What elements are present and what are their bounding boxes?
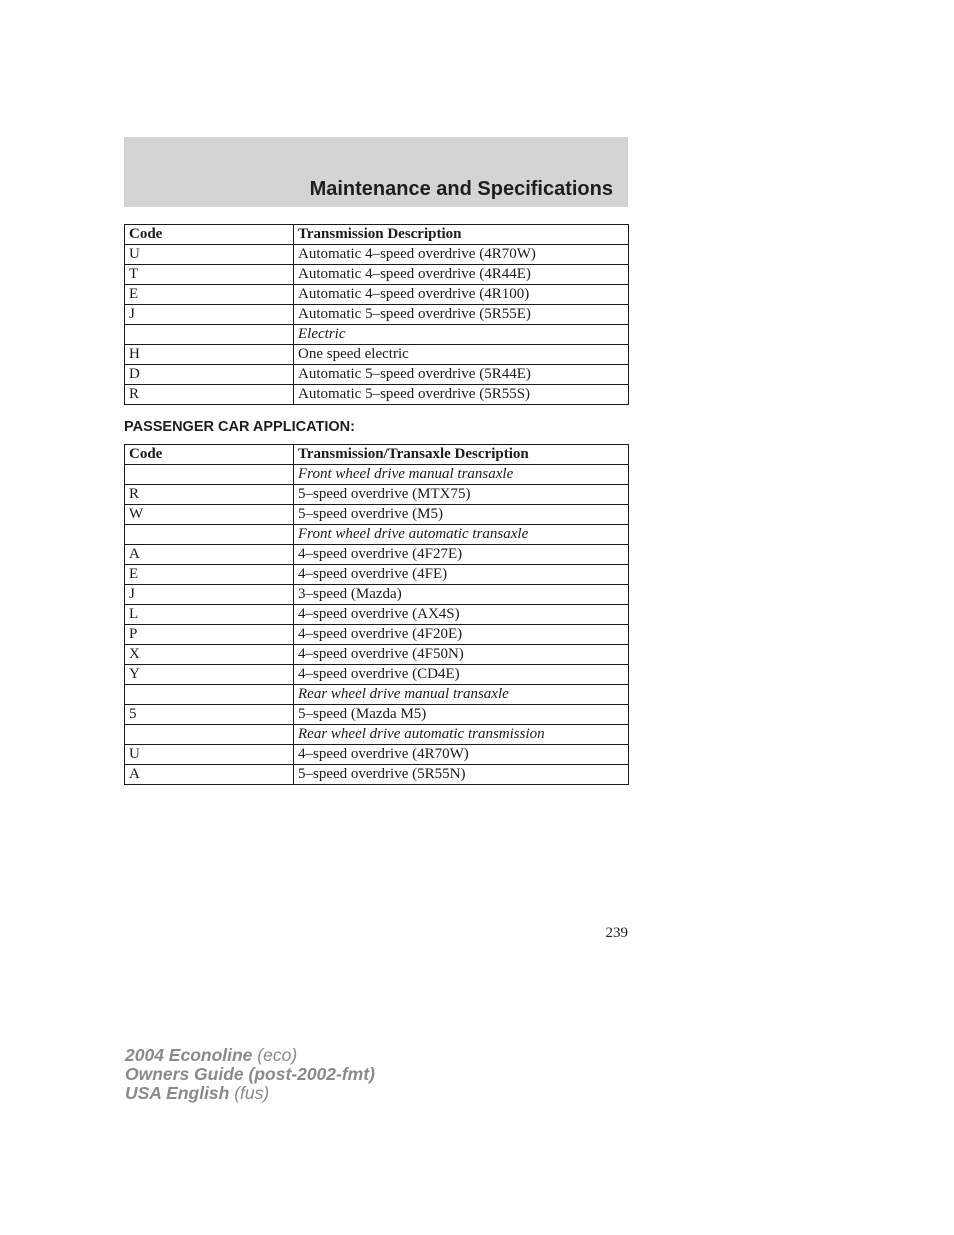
footer-model-code: (eco) [257, 1045, 298, 1065]
description-cell: Automatic 4–speed overdrive (4R100) [294, 285, 629, 305]
code-cell [125, 465, 294, 485]
table-row [125, 605, 629, 625]
table-row [125, 765, 629, 785]
table-header-row [125, 445, 629, 465]
description-cell: 4–speed overdrive (AX4S) [294, 605, 629, 625]
table-row [125, 625, 629, 645]
description-cell: Automatic 5–speed overdrive (5R55S) [294, 385, 629, 405]
footer-guide-name: Owners Guide (post-2002-fmt) [125, 1064, 375, 1084]
code-cell: Y [125, 665, 294, 685]
page-title: Maintenance and Specifications [309, 178, 613, 200]
code-cell: J [125, 305, 294, 325]
description-cell: Front wheel drive automatic transaxle [294, 525, 629, 545]
description-cell: 3–speed (Mazda) [294, 585, 629, 605]
footer-language-name: USA English [125, 1083, 230, 1103]
code-cell: L [125, 605, 294, 625]
table-row [125, 245, 629, 265]
code-cell [125, 685, 294, 705]
passenger-car-heading: PASSENGER CAR APPLICATION: [124, 419, 355, 435]
code-cell: U [125, 745, 294, 765]
table-row [125, 645, 629, 665]
description-cell: Front wheel drive manual transaxle [294, 465, 629, 485]
table-row [125, 525, 629, 545]
code-cell [125, 525, 294, 545]
table-row [125, 545, 629, 565]
description-cell: Automatic 5–speed overdrive (5R44E) [294, 365, 629, 385]
page-number: 239 [605, 925, 628, 941]
column-header-description: Transmission Description [294, 225, 629, 245]
table-row [125, 505, 629, 525]
code-cell: H [125, 345, 294, 365]
description-cell: 4–speed overdrive (4F27E) [294, 545, 629, 565]
table-row [125, 265, 629, 285]
code-cell [125, 725, 294, 745]
table-row [125, 585, 629, 605]
description-cell: 5–speed overdrive (M5) [294, 505, 629, 525]
code-cell: D [125, 365, 294, 385]
description-cell: 5–speed overdrive (MTX75) [294, 485, 629, 505]
code-cell: A [125, 545, 294, 565]
code-cell: P [125, 625, 294, 645]
table-row [125, 325, 629, 345]
description-cell: Rear wheel drive manual transaxle [294, 685, 629, 705]
description-cell: 5–speed overdrive (5R55N) [294, 765, 629, 785]
description-cell: 4–speed overdrive (4FE) [294, 565, 629, 585]
table-row [125, 305, 629, 325]
column-header-description: Transmission/Transaxle Description [294, 445, 629, 465]
description-cell: 4–speed overdrive (4F50N) [294, 645, 629, 665]
transmission-code-table [124, 224, 629, 405]
section-header-band [124, 137, 628, 207]
code-cell: W [125, 505, 294, 525]
code-cell: X [125, 645, 294, 665]
table-row [125, 665, 629, 685]
table-body [125, 465, 629, 785]
description-cell: Automatic 4–speed overdrive (4R70W) [294, 245, 629, 265]
table-row [125, 705, 629, 725]
table-row [125, 745, 629, 765]
description-cell: One speed electric [294, 345, 629, 365]
code-cell: R [125, 485, 294, 505]
footer-language-code: (fus) [234, 1083, 270, 1103]
table-row [125, 485, 629, 505]
code-cell: U [125, 245, 294, 265]
code-cell: T [125, 265, 294, 285]
description-cell: Automatic 4–speed overdrive (4R44E) [294, 265, 629, 285]
code-cell: E [125, 285, 294, 305]
table-row [125, 345, 629, 365]
table-row [125, 385, 629, 405]
document-footer [125, 1046, 375, 1103]
table-row [125, 565, 629, 585]
passenger-car-transmission-table [124, 444, 629, 785]
description-cell: 4–speed overdrive (4F20E) [294, 625, 629, 645]
table-row [125, 465, 629, 485]
code-cell [125, 325, 294, 345]
table-body [125, 245, 629, 405]
table-row [125, 365, 629, 385]
description-cell: Rear wheel drive automatic transmission [294, 725, 629, 745]
table-row [125, 685, 629, 705]
code-cell: 5 [125, 705, 294, 725]
table-row [125, 285, 629, 305]
footer-line-language [125, 1084, 375, 1103]
description-cell: 4–speed overdrive (4R70W) [294, 745, 629, 765]
code-cell: J [125, 585, 294, 605]
description-cell: Electric [294, 325, 629, 345]
table-header-row [125, 225, 629, 245]
description-cell: 4–speed overdrive (CD4E) [294, 665, 629, 685]
description-cell: Automatic 5–speed overdrive (5R55E) [294, 305, 629, 325]
footer-line-model [125, 1046, 375, 1065]
table-row [125, 725, 629, 745]
code-cell: A [125, 765, 294, 785]
description-cell: 5–speed (Mazda M5) [294, 705, 629, 725]
code-cell: E [125, 565, 294, 585]
footer-line-guide [125, 1065, 375, 1084]
column-header-code: Code [125, 225, 294, 245]
column-header-code: Code [125, 445, 294, 465]
footer-model-name: 2004 Econoline [125, 1045, 253, 1065]
code-cell: R [125, 385, 294, 405]
